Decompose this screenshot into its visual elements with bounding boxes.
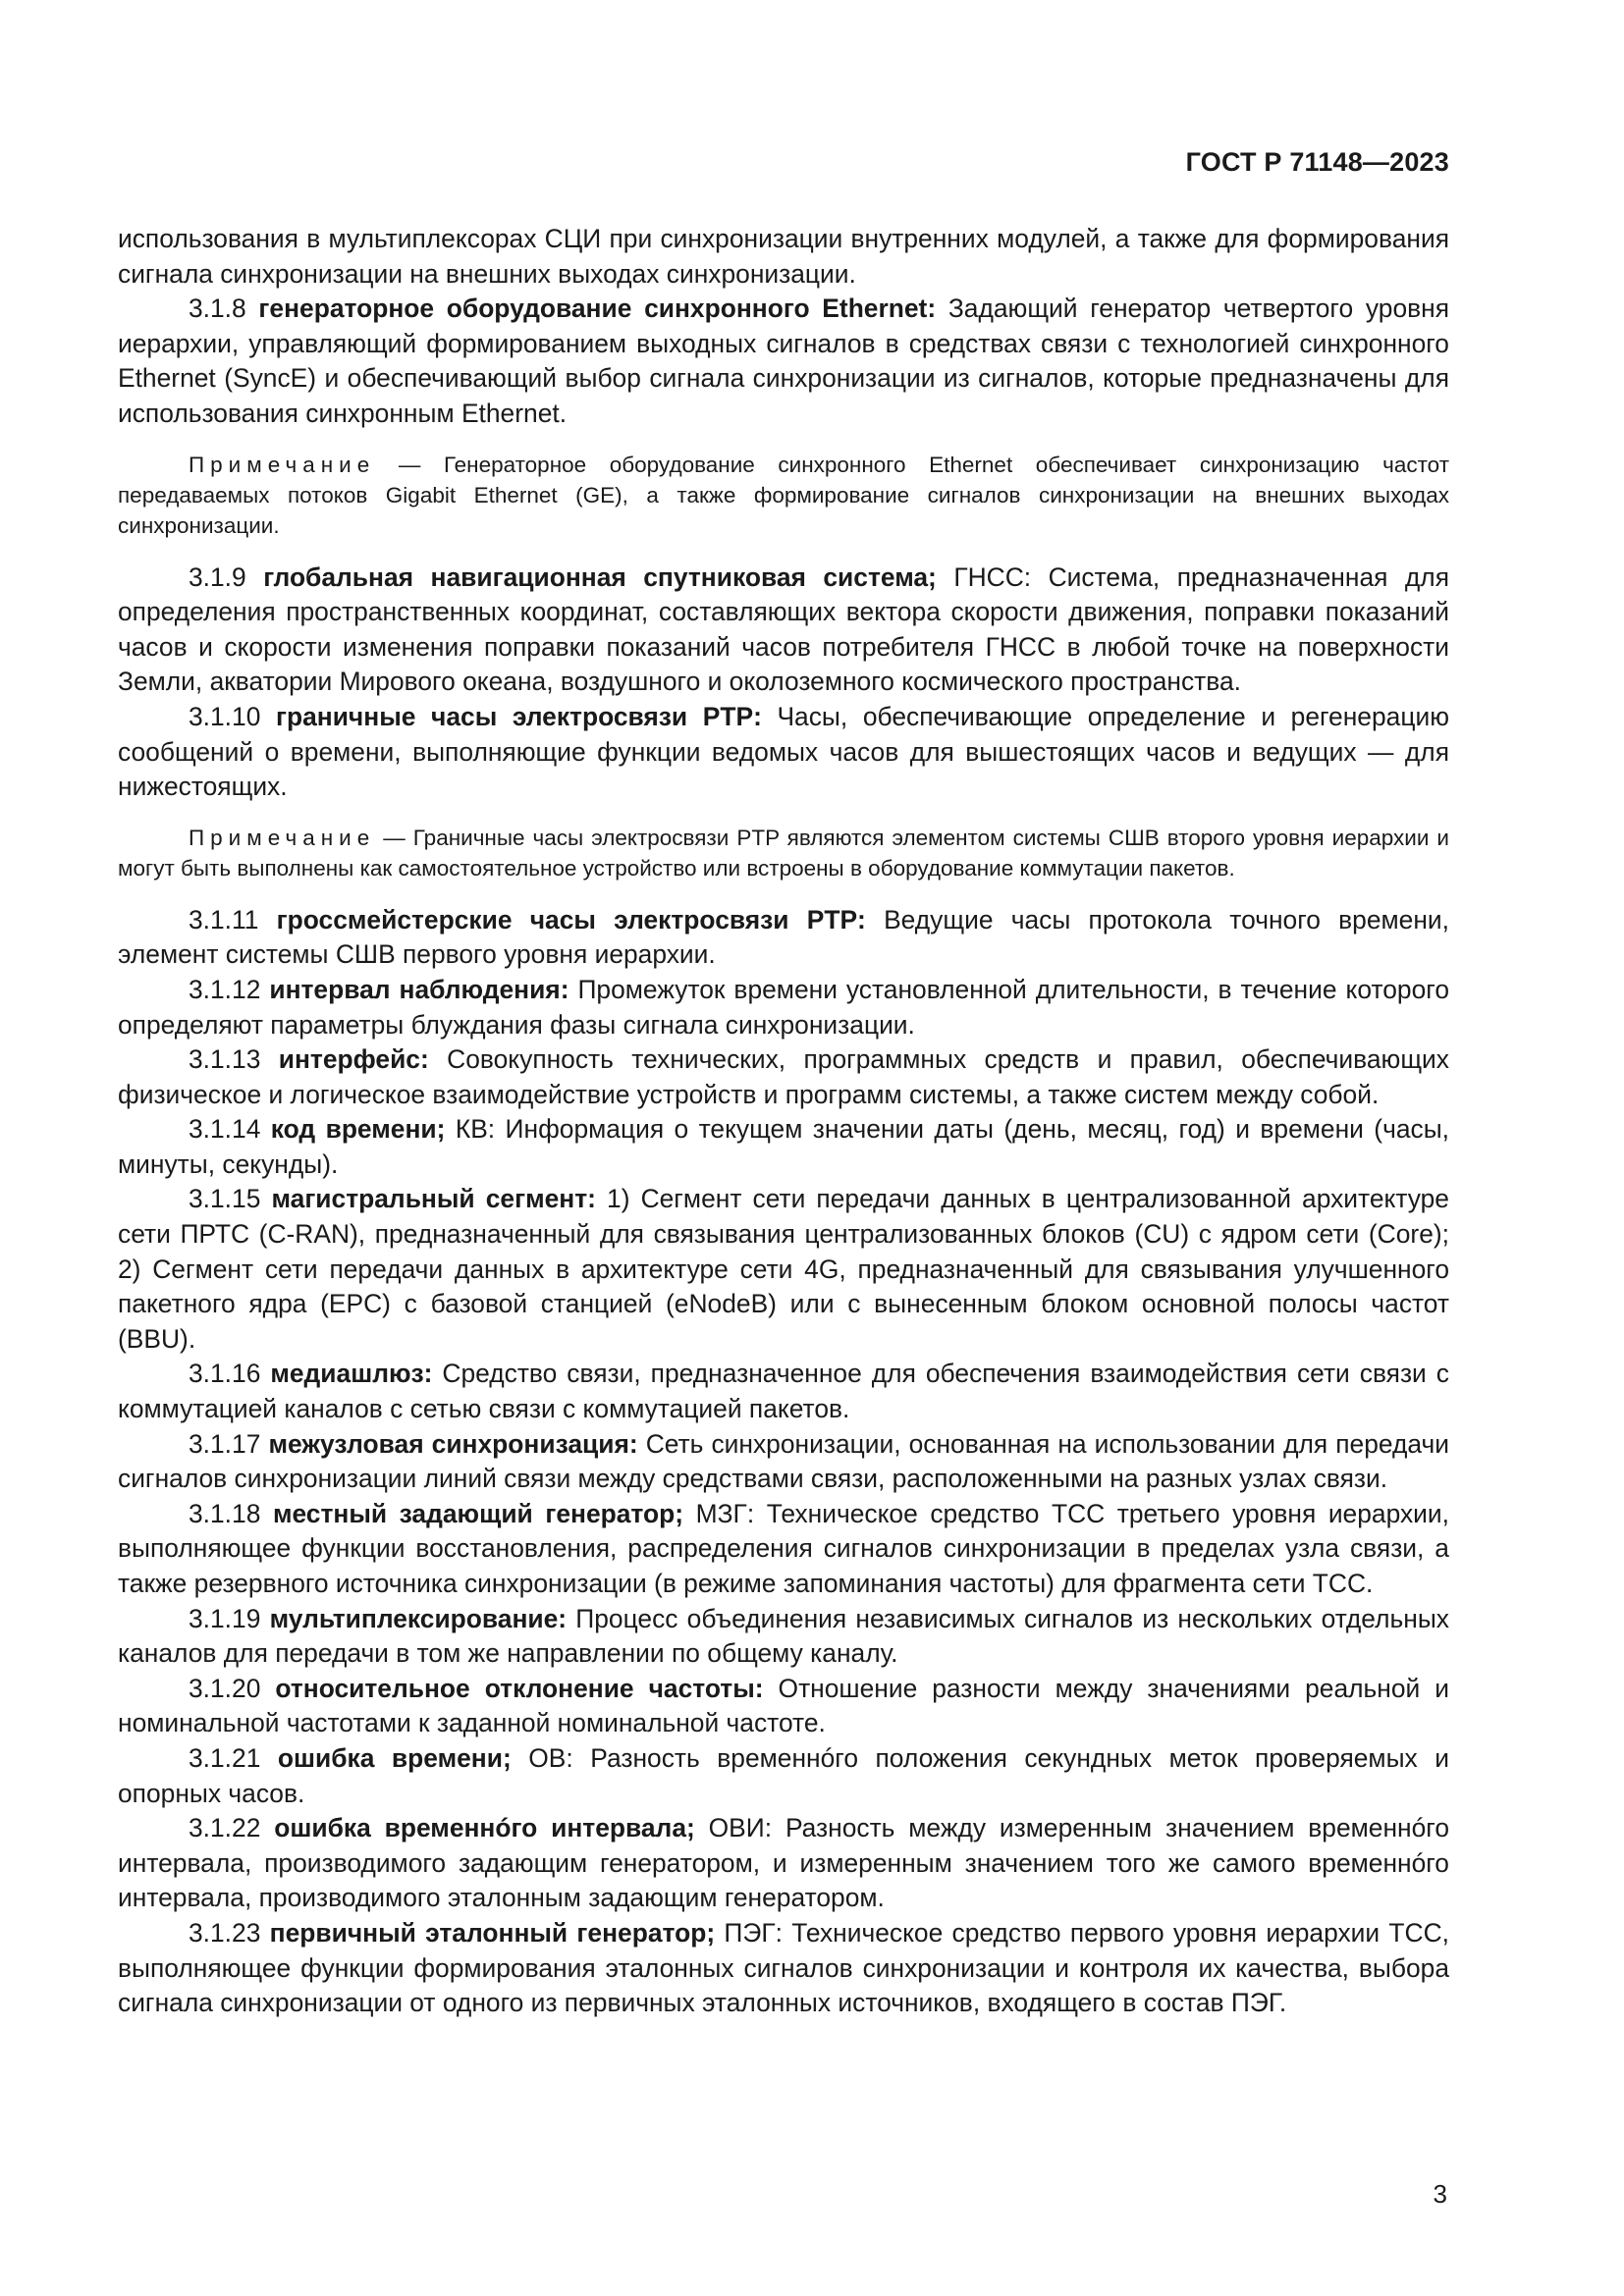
definition-number: 3.1.20 [189,1673,261,1703]
definition-term: глобальная навигационная спутниковая система; [263,561,937,592]
definition-text: ОВ: Разность временнóго положения секундных меток проверяемых и опорных часов. [118,1742,1449,1808]
definition-text: Процесс объединения независимых сигналов из нескольких отдельных каналов для передачи в том же направлении по общему каналу. [118,1603,1449,1669]
definition-term: код времени; [270,1114,446,1145]
note-label: Примечание [189,825,376,850]
definition-3-1-9 [118,561,1449,700]
definition-3-1-21 [118,1741,1449,1811]
definition-text: Совокупность технических, программных средств и правил, обеспечивающих физическое и логическое взаимодействие устройств и программ системы, а также систем между собой. [118,1044,1449,1109]
definition-number: 3.1.21 [189,1742,261,1773]
definition-term: граничные часы электросвязи PTP: [275,701,762,731]
definition-number: 3.1.8 [189,294,246,324]
definition-number: 3.1.22 [189,1813,261,1843]
definition-term: гроссмейстерские часы электросвязи PTP: [276,904,866,934]
note-3-1-10 [118,823,1449,883]
definition-number: 3.1.19 [189,1603,261,1633]
note-text: — Генераторное оборудование синхронного Ethernet обеспечивает синхронизацию частот передаваемых потоков Gigabit Ethernet (GE), а также формирование сигналов синхронизации на внешних выходах синхронизации. [118,452,1449,538]
definition-text: ОВИ: Разность между измеренным значением временнóго интервала, производимого задающим генератором, и измеренным значением того же самого временнóго интервала, производимого эталонным задающим генератором. [118,1813,1449,1913]
definition-term: первичный эталонный генератор; [269,1917,716,1948]
definition-3-1-19 [118,1602,1449,1672]
definition-3-1-8 [118,292,1449,431]
definition-text: Сеть синхронизации, основанная на использовании для передачи сигналов синхронизации линий связи между средствами связи, расположенными на разных узлах связи. [118,1428,1449,1494]
definition-term: интерфейс: [278,1044,429,1075]
definition-text: 1) Сегмент сети передачи данных в централизованной архитектуре сети ПРТС (C-RAN), предназначенный для связывания централизованных блоков (CU) с ядром сети (Core); 2) Сегмент сети передачи данных в архитектуре сети 4G, предназначенный для связывания улучшенного пакетного ядра (EPC) с базовой станцией (eNodeB) или с вынесенным блоком основной полосы частот (BBU). [118,1184,1449,1354]
note-text: — Граничные часы электросвязи PTP являются элементом системы СШВ второго уровня иерархии и могут быть выполнены как самостоятельное устройство или встроены в оборудование коммутации пакетов. [118,825,1449,881]
definition-number: 3.1.13 [189,1044,261,1075]
page-number: 3 [1433,2179,1447,2209]
definition-term: относительное отклонение частоты: [275,1673,764,1703]
definition-text: КВ: Информация о текущем значении даты (день, месяц, год) и времени (часы, минуты, секунды). [118,1114,1449,1179]
definition-text: Задающий генератор четвертого уровня иерархии, управляющий формированием выходных сигналов в средствах связи с технологией синхронного Ethernet (SyncE) и обеспечивающий выбор сигнала синхронизации из сигналов, которые предназначены для использования синхронным Ethernet. [118,294,1450,428]
definition-term: ошибка времени; [277,1742,512,1773]
definition-3-1-23 [118,1916,1449,2021]
definition-term: межузловая синхронизация: [268,1428,638,1459]
definition-text: ПЭГ: Техническое средство первого уровня иерархии ТСС, выполняющее функции формирования эталонных сигналов синхронизации и контроля их качества, выбора сигнала синхронизации от одного из первичных эталонных источников, входящего в состав ПЭГ. [118,1917,1449,2018]
definition-3-1-14 [118,1112,1449,1182]
definition-number: 3.1.18 [189,1498,261,1528]
definition-term: ошибка временнóго интервала; [274,1813,695,1843]
continuation-paragraph: использования в мультиплексорах СЦИ при синхронизации внутренних модулей, а также для формирования сигнала синхронизации на внешних выходах синхронизации. [118,224,1449,289]
standard-header: ГОСТ Р 71148—2023 [1185,147,1449,177]
definition-number: 3.1.10 [189,701,261,731]
definition-3-1-11 [118,903,1449,973]
definition-3-1-18 [118,1497,1449,1602]
definition-number: 3.1.23 [189,1917,261,1948]
definition-number: 3.1.11 [189,904,259,934]
definition-term: местный задающий генератор; [272,1498,684,1528]
definition-number: 3.1.9 [189,561,246,592]
definition-text: Промежуток времени установленной длительности, в течение которого определяют параметры блуждания фазы сигнала синхронизации. [118,974,1449,1040]
definition-3-1-12 [118,973,1449,1042]
document-body [118,222,1449,2021]
definition-number: 3.1.14 [189,1114,261,1145]
definition-3-1-20 [118,1672,1449,1741]
definition-text: Ведущие часы протокола точного времени, элемент системы СШВ первого уровня иерархии. [118,904,1449,970]
definition-3-1-13 [118,1042,1449,1112]
definition-3-1-16 [118,1357,1449,1426]
definition-term: мультиплексирование: [269,1603,568,1633]
definition-term: медиашлюз: [270,1359,433,1389]
definition-number: 3.1.17 [189,1428,261,1459]
note-3-1-8 [118,450,1449,541]
definition-term: магистральный сегмент: [271,1184,596,1214]
definition-3-1-15 [118,1182,1449,1357]
definition-text: МЗГ: Техническое средство ТСС третьего уровня иерархии, выполняющее функции восстановления, распределения сигналов синхронизации в пределах узла связи, а также резервного источника синхронизации (в режиме запоминания частоты) для фрагмента сети ТСС. [118,1498,1449,1598]
definition-3-1-17 [118,1427,1449,1497]
definition-number: 3.1.12 [189,974,261,1004]
definition-3-1-22 [118,1811,1449,1916]
definition-number: 3.1.16 [189,1359,261,1389]
definition-text: Отношение разности между значениями реальной и номинальной частотами к заданной номинальной частоте. [118,1673,1450,1738]
definition-text: Часы, обеспечивающие определение и регенерацию сообщений о времени, выполняющие функции ведомых часов для вышестоящих часов и ведущих — для нижестоящих. [118,701,1449,802]
note-label: Примечание [189,452,376,477]
definition-text: ГНСС: Система, предназначенная для определения пространственных координат, составляющих вектора скорости движения, поправки показаний часов и скорости изменения поправки показаний часов потребителя ГНСС в любой точке на поверхности Земли, акватории Мирового океана, воздушного и околоземного космического пространства. [118,561,1449,697]
definition-number: 3.1.15 [189,1184,261,1214]
definition-3-1-10 [118,700,1449,805]
definition-term: генераторное оборудование синхронного Ethernet: [258,294,937,324]
definition-term: интервал наблюдения: [269,974,569,1004]
definition-text: Средство связи, предназначенное для обеспечения взаимодействия сети связи с коммутацией каналов с сетью связи с коммутацией пакетов. [118,1359,1449,1424]
